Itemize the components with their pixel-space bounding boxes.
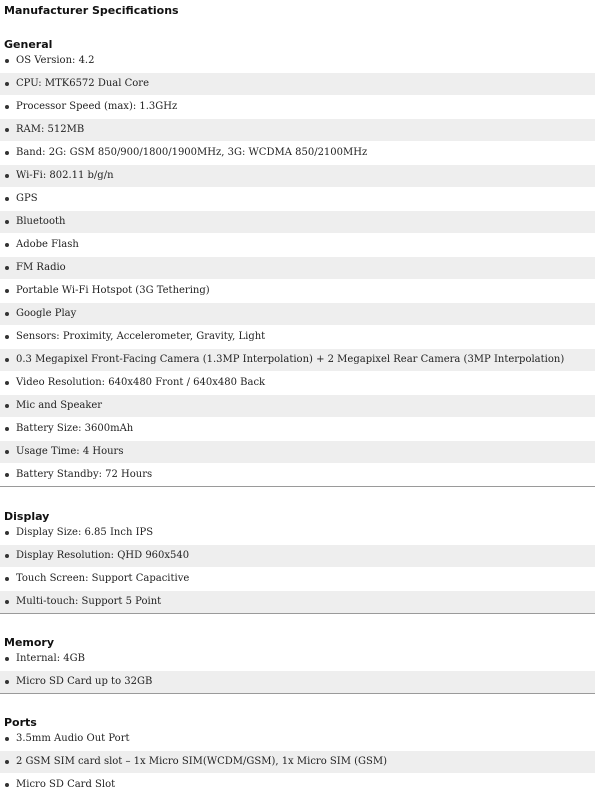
bullet-icon bbox=[5, 312, 9, 316]
bullet-icon bbox=[5, 600, 9, 604]
bullet-icon bbox=[5, 197, 9, 201]
spec-item-text: Display Resolution: QHD 960x540 bbox=[16, 550, 190, 561]
bullet-icon bbox=[5, 105, 9, 109]
spec-item-text: Usage Time: 4 Hours bbox=[16, 446, 124, 457]
bullet-icon bbox=[5, 657, 9, 661]
spec-item bbox=[0, 280, 595, 303]
spec-item-text: OS Version: 4.2 bbox=[16, 55, 95, 66]
spec-item bbox=[0, 211, 595, 234]
spec-item-text: Adobe Flash bbox=[16, 239, 79, 250]
spec-item-text: Google Play bbox=[16, 308, 77, 319]
spec-item bbox=[0, 50, 595, 73]
bullet-icon bbox=[5, 174, 9, 178]
spec-list-ports bbox=[0, 728, 599, 797]
spec-item-text: Touch Screen: Support Capacitive bbox=[16, 573, 190, 584]
spec-item-text: Battery Standby: 72 Hours bbox=[16, 469, 153, 480]
spec-item bbox=[0, 257, 595, 280]
spec-item-text: GPS bbox=[16, 193, 38, 204]
spec-item-text: Micro SD Card Slot bbox=[16, 779, 116, 790]
bullet-icon bbox=[5, 427, 9, 431]
spec-item-text: 3.5mm Audio Out Port bbox=[16, 733, 130, 744]
spec-item bbox=[0, 774, 595, 797]
spec-item bbox=[0, 728, 595, 751]
bullet-icon bbox=[5, 680, 9, 684]
spec-item bbox=[0, 73, 595, 96]
bullet-icon bbox=[5, 473, 9, 477]
spec-list-memory bbox=[0, 648, 599, 694]
bullet-icon bbox=[5, 220, 9, 224]
bullet-icon bbox=[5, 760, 9, 764]
spec-item-text: Sensors: Proximity, Accelerometer, Gravity, Light bbox=[16, 331, 266, 342]
spec-item-text: Processor Speed (max): 1.3GHz bbox=[16, 101, 178, 112]
spec-item bbox=[0, 349, 595, 372]
bullet-icon bbox=[5, 243, 9, 247]
spec-item bbox=[0, 648, 595, 671]
spec-item-text: CPU: MTK6572 Dual Core bbox=[16, 78, 149, 89]
spec-item bbox=[0, 326, 595, 349]
bullet-icon bbox=[5, 358, 9, 362]
bullet-icon bbox=[5, 404, 9, 408]
spec-item bbox=[0, 671, 595, 694]
bullet-icon bbox=[5, 577, 9, 581]
spec-item bbox=[0, 395, 595, 418]
spec-item-text: Internal: 4GB bbox=[16, 653, 85, 664]
bullet-icon bbox=[5, 151, 9, 155]
bullet-icon bbox=[5, 783, 9, 787]
spec-item bbox=[0, 418, 595, 441]
section-title-display: Display bbox=[4, 510, 50, 523]
bullet-icon bbox=[5, 737, 9, 741]
spec-item-text: Bluetooth bbox=[16, 216, 66, 227]
spec-item-text: Micro SD Card up to 32GB bbox=[16, 676, 153, 687]
section-title-general: General bbox=[4, 38, 53, 51]
spec-item-text: Video Resolution: 640x480 Front / 640x480 Back bbox=[16, 377, 266, 388]
spec-item-text: 2 GSM SIM card slot – 1x Micro SIM(WCDM/GSM), 1x Micro SIM (GSM) bbox=[16, 756, 387, 767]
spec-item bbox=[0, 372, 595, 395]
spec-item bbox=[0, 234, 595, 257]
spec-item bbox=[0, 568, 595, 591]
bullet-icon bbox=[5, 266, 9, 270]
spec-item-text: Battery Size: 3600mAh bbox=[16, 423, 134, 434]
spec-item bbox=[0, 751, 595, 774]
section-title-ports: Ports bbox=[4, 716, 37, 729]
spec-item-text: RAM: 512MB bbox=[16, 124, 85, 135]
bullet-icon bbox=[5, 450, 9, 454]
spec-item bbox=[0, 464, 595, 487]
spec-item-text: Portable Wi-Fi Hotspot (3G Tethering) bbox=[16, 285, 210, 296]
spec-item-text: Display Size: 6.85 Inch IPS bbox=[16, 527, 154, 538]
spec-item bbox=[0, 545, 595, 568]
spec-item-text: FM Radio bbox=[16, 262, 66, 273]
spec-item bbox=[0, 119, 595, 142]
bullet-icon bbox=[5, 59, 9, 63]
spec-item-text: 0.3 Megapixel Front-Facing Camera (1.3MP Interpolation) + 2 Megapixel Rear Camera (3MP Interpolation) bbox=[16, 354, 565, 365]
page-title: Manufacturer Specifications bbox=[4, 4, 179, 17]
spec-item-text: Multi-touch: Support 5 Point bbox=[16, 596, 162, 607]
spec-item-text: Band: 2G: GSM 850/900/1800/1900MHz, 3G: WCDMA 850/2100MHz bbox=[16, 147, 368, 158]
spec-item-text: Wi-Fi: 802.11 b/g/n bbox=[16, 170, 114, 181]
spec-list-general bbox=[0, 50, 599, 487]
spec-item bbox=[0, 303, 595, 326]
spec-item bbox=[0, 591, 595, 614]
spec-item bbox=[0, 96, 595, 119]
section-title-memory: Memory bbox=[4, 636, 55, 649]
bullet-icon bbox=[5, 289, 9, 293]
bullet-icon bbox=[5, 335, 9, 339]
spec-item bbox=[0, 441, 595, 464]
bullet-icon bbox=[5, 381, 9, 385]
bullet-icon bbox=[5, 82, 9, 86]
bullet-icon bbox=[5, 128, 9, 132]
spec-item bbox=[0, 165, 595, 188]
bullet-icon bbox=[5, 531, 9, 535]
bullet-icon bbox=[5, 554, 9, 558]
spec-item-text: Mic and Speaker bbox=[16, 400, 103, 411]
spec-item bbox=[0, 188, 595, 211]
spec-item bbox=[0, 142, 595, 165]
spec-item bbox=[0, 522, 595, 545]
spec-list-display bbox=[0, 522, 599, 614]
